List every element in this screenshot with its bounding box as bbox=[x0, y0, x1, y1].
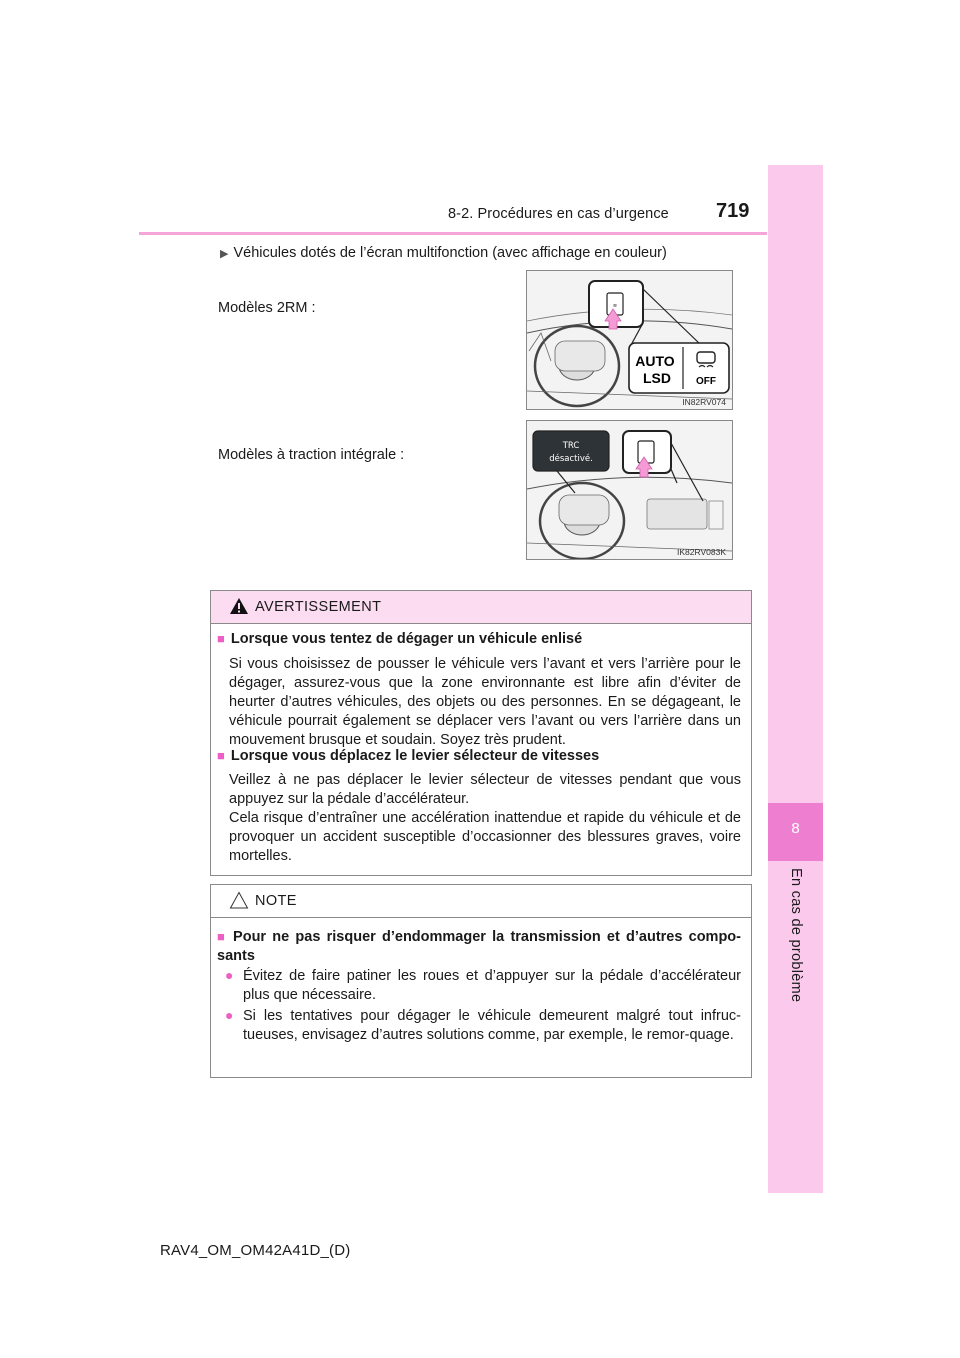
dashboard-illustration-4wd bbox=[527, 421, 732, 559]
note-title: NOTE bbox=[255, 893, 297, 909]
document-id: RAV4_OM_OM42A41D_(D) bbox=[160, 1242, 351, 1259]
trc-display-line2: désactivé. bbox=[549, 454, 593, 464]
warning-box bbox=[210, 590, 752, 876]
figure-code: IN82RV074 bbox=[682, 397, 726, 407]
warning-section-1-heading bbox=[217, 631, 582, 647]
section-title: 8-2. Procédures en cas d’urgence bbox=[448, 206, 669, 222]
triangle-bullet-icon: ▶ bbox=[220, 248, 229, 260]
figure-2wd-dashboard bbox=[526, 270, 733, 410]
note-box bbox=[210, 884, 752, 1078]
chapter-side-tab bbox=[768, 165, 823, 1193]
pink-dot-bullet-icon: ● bbox=[225, 967, 234, 983]
note-heading bbox=[217, 927, 741, 966]
heading-text: Pour ne pas risquer d’endommager la transmission et d’autres compo-sants bbox=[217, 929, 741, 964]
pink-square-bullet-icon: ■ bbox=[217, 929, 228, 944]
pink-dot-bullet-icon: ● bbox=[225, 1007, 234, 1023]
heading-text: Lorsque vous tentez de dégager un véhicule enlisé bbox=[230, 631, 583, 647]
warning-section-2-text-2: Cela risque d’entraîner une accélération inattendue et rapide du véhicule et de provoquer un accident susceptible d’occasionner des blessures graves, voire mortelles. bbox=[229, 810, 741, 864]
chapter-label: En cas de problème bbox=[788, 868, 804, 1003]
warning-triangle-icon bbox=[229, 597, 249, 615]
label-4wd-models: Modèles à traction intégrale : bbox=[218, 447, 405, 463]
note-item-1: Évitez de faire patiner les roues et d’appuyer sur la pédale d’accélérateur plus que nécessaire. bbox=[243, 968, 741, 1003]
note-item-2: Si les tentatives pour dégager le véhicule demeurent malgré tout infruc-tueuses, envisagez d’autres solutions comme, par exemple, le remor-quage. bbox=[243, 1008, 741, 1043]
heading-text: Lorsque vous déplacez le levier sélecteur de vitesses bbox=[230, 748, 600, 764]
pink-square-bullet-icon: ■ bbox=[217, 748, 225, 763]
note-header bbox=[211, 885, 751, 918]
warning-section-2-text-1: Veillez à ne pas déplacer le levier sélecteur de vitesses pendant que vous appuyez sur la pédale d’accélérateur. bbox=[229, 772, 741, 807]
pink-square-bullet-icon: ■ bbox=[217, 631, 225, 646]
auto-lsd-line1: AUTO bbox=[635, 353, 675, 369]
header-rule bbox=[139, 232, 767, 235]
label-2wd-models: Modèles 2RM : bbox=[218, 300, 316, 316]
trc-display-line1: TRC bbox=[562, 441, 580, 451]
svg-text:≋: ≋ bbox=[612, 303, 618, 309]
vehicle-type-text: Véhicules dotés de l’écran multifonction (avec affichage en couleur) bbox=[233, 245, 667, 261]
page-number: 719 bbox=[716, 200, 750, 222]
dashboard-illustration bbox=[527, 271, 732, 409]
warning-section-1-text: Si vous choisissez de pousser le véhicule vers l’avant et vers l’arrière pour le dégager, assurez-vous que la zone environnante est libre afin d’éviter de heurter d’autres véhicules, des objets ou des personnes. En se dégageant, le véhicule pourrait également se déplacer vers l’avant ou vers l’arrière dans un mouvement brusque et soudain. Soyez très prudent. bbox=[229, 656, 741, 748]
chapter-number: 8 bbox=[791, 820, 800, 837]
vehicle-type-bullet bbox=[220, 245, 667, 261]
warning-section-2-heading bbox=[217, 748, 599, 764]
auto-lsd-line2: LSD bbox=[643, 370, 671, 386]
caution-outline-icon bbox=[229, 891, 249, 909]
off-label: OFF bbox=[696, 376, 716, 387]
warning-header bbox=[211, 591, 751, 624]
warning-title: AVERTISSEMENT bbox=[255, 599, 382, 615]
figure-4wd-dashboard bbox=[526, 420, 733, 560]
figure-code: IK82RV083K bbox=[677, 547, 726, 557]
